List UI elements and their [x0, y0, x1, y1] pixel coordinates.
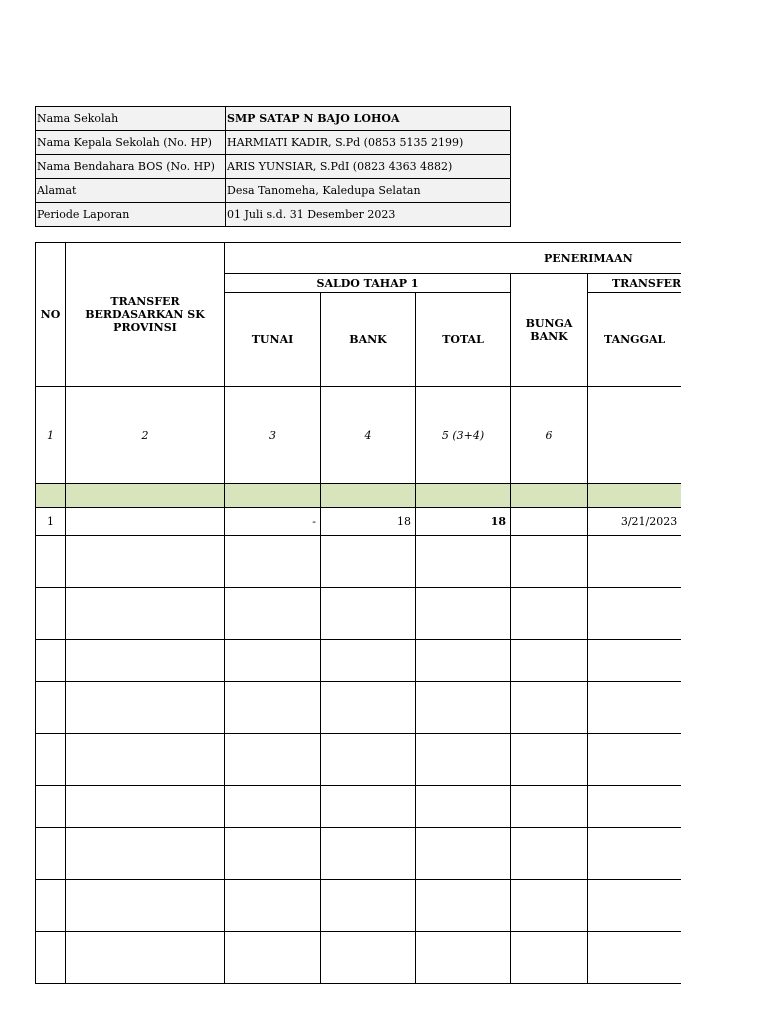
info-label: Periode Laporan [36, 203, 226, 227]
column-number: 2 [66, 387, 225, 484]
info-value: SMP SATAP N BAJO LOHOA [226, 107, 511, 131]
highlight-row [36, 484, 682, 508]
header-bunga-bank: BUNGA BANK [511, 274, 588, 387]
header-transfer-label: TRANSFER [612, 276, 682, 290]
table-row [36, 640, 682, 682]
cell-total: 18 [416, 508, 511, 536]
report-table [35, 242, 681, 984]
table-row [36, 734, 682, 786]
info-row-principal [36, 131, 511, 155]
header-total: TOTAL [416, 293, 511, 387]
info-label: Nama Bendahara BOS (No. HP) [36, 155, 226, 179]
info-row-treasurer [36, 155, 511, 179]
header-penerimaan-label: PENERIMAAN [544, 251, 633, 265]
table-row [36, 536, 682, 588]
column-number-row [36, 387, 682, 484]
header-penerimaan [225, 243, 682, 274]
cell-tanggal: 3/21/2023 [588, 508, 682, 536]
column-number: 5 (3+4) [416, 387, 511, 484]
school-info-table [35, 106, 511, 227]
header-tunai: TUNAI [225, 293, 321, 387]
header-saldo-tahap: SALDO TAHAP 1 [225, 274, 511, 293]
table-row [36, 786, 682, 828]
column-number: 3 [225, 387, 321, 484]
info-row-period [36, 203, 511, 227]
header-bank: BANK [321, 293, 416, 387]
info-label: Nama Sekolah [36, 107, 226, 131]
info-value: HARMIATI KADIR, S.Pd (0853 5135 2199) [226, 131, 511, 155]
cell-bunga [511, 508, 588, 536]
header-tanggal: TANGGAL [588, 293, 682, 387]
column-number: 1 [36, 387, 66, 484]
column-number: 4 [321, 387, 416, 484]
header-no: NO [36, 243, 66, 387]
table-row [36, 682, 682, 734]
column-number: 6 [511, 387, 588, 484]
info-value: ARIS YUNSIAR, S.PdI (0823 4363 4882) [226, 155, 511, 179]
header-transfer-sk: TRANSFER BERDASARKAN SK PROVINSI [66, 243, 225, 387]
table-row [36, 828, 682, 880]
cell-no: 1 [36, 508, 66, 536]
info-row-school [36, 107, 511, 131]
info-value: Desa Tanomeha, Kaledupa Selatan [226, 179, 511, 203]
cell-bank: 18 [321, 508, 416, 536]
info-value: 01 Juli s.d. 31 Desember 2023 [226, 203, 511, 227]
info-label: Nama Kepala Sekolah (No. HP) [36, 131, 226, 155]
header-transfer [588, 274, 682, 293]
table-row [36, 588, 682, 640]
info-label: Alamat [36, 179, 226, 203]
table-row [36, 932, 682, 984]
cell-tunai: - [225, 508, 321, 536]
table-row [36, 508, 682, 536]
table-row [36, 880, 682, 932]
cell-transfer-sk [66, 508, 225, 536]
column-number [588, 387, 682, 484]
info-row-address [36, 179, 511, 203]
